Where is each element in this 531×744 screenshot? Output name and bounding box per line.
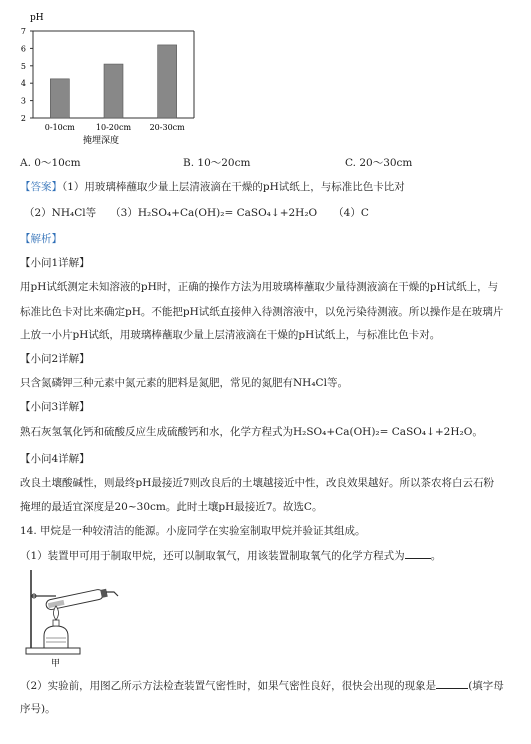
q2-line-1: 只含氮磷钾三种元素中氮元素的肥料是氮肥，常见的氮肥有NH₄Cl等。 <box>20 377 348 389</box>
q14-part2-end: (填字母 <box>468 680 504 692</box>
stand-base <box>26 648 80 654</box>
option-c[interactable]: C. 20～30cm <box>345 157 413 169</box>
x-category-label: 20-30cm <box>149 123 185 132</box>
y-tick-label: 5 <box>20 61 26 71</box>
q14-part1-end: 。 <box>430 550 442 562</box>
q14-stem: 14. 甲烷是一种较清洁的能源。小庞同学在实验室制取甲烷并验证其组成。 <box>20 525 366 537</box>
bar-20-30cm <box>158 45 177 118</box>
q3-line-1: 熟石灰氢氧化钙和硫酸反应生成硫酸钙和水，化学方程式为H₂SO₄+Ca(OH)₂= CaSO₄↓+2H₂O。 <box>20 426 483 438</box>
q14-part2-line-1 <box>20 678 504 693</box>
answer-text-1: （1）用玻璃棒蘸取少量上层清液滴在干燥的pH试纸上，与标准比色卡比对 <box>62 181 405 193</box>
delivery-tube <box>106 592 118 596</box>
answer-blank-2[interactable] <box>436 678 468 689</box>
q1-line-1: 用pH试纸测定未知溶液的pH时，正确的操作方法为用玻璃棒蘸取少量待测液滴在干燥的pH试纸上，与 <box>20 281 499 293</box>
y-tick-label: 3 <box>20 96 26 106</box>
analysis-label: 【解析】 <box>20 233 62 245</box>
q4-title: 【小问4详解】 <box>20 453 90 465</box>
answer-line-1 <box>20 180 405 194</box>
answer-2: （2）NH₄Cl等 <box>24 207 97 219</box>
bar-0-10cm <box>50 79 69 118</box>
q3-title: 【小问3详解】 <box>20 401 90 413</box>
apparatus-jia-figure <box>18 562 138 672</box>
figure-label-jia: 甲 <box>51 659 61 669</box>
answer-3: （3）H₂SO₄+Ca(OH)₂= CaSO₄↓+2H₂O <box>110 207 318 219</box>
answer-4: （4）C <box>333 207 369 219</box>
q14-part2-text: （2）实验前，用图乙所示方法检查装置气密性时，如果气密性良好，很快会出现的现象是 <box>20 680 437 692</box>
q1-title: 【小问1详解】 <box>20 257 90 269</box>
q14-part2-line-2: 序号)。 <box>20 703 56 715</box>
option-a[interactable]: A. 0～10cm <box>20 157 81 169</box>
bar-10-20cm <box>104 64 123 118</box>
q14-part1-text: （1）装置甲可用于制取甲烷，还可以制取氧气，用该装置制取氧气的化学方程式为 <box>20 550 405 562</box>
answer-label: 【答案】 <box>20 181 62 193</box>
q1-line-3: 上放一小片pH试纸，用玻璃棒蘸取少量上层清液滴在干燥的pH试纸上，与标准比色卡对。 <box>20 329 441 341</box>
y-tick-label: 4 <box>20 79 26 89</box>
ph-bar-chart <box>0 0 531 160</box>
x-category-label: 0-10cm <box>44 123 75 132</box>
q4-line-2: 掩埋的最适宜深度是20~30cm。此时土壤pH最接近7。故选C。 <box>20 501 323 513</box>
q2-title: 【小问2详解】 <box>20 353 90 365</box>
q1-line-2: 标准比色卡对比来确定pH。不能把pH试纸直接伸入待测溶液中，以免污染待测液。所以操作是在玻璃片 <box>20 306 504 318</box>
y-axis-label: pH <box>30 13 44 23</box>
test-tube <box>45 588 108 611</box>
q14-part1 <box>20 548 441 563</box>
x-axis-label: 掩埋深度 <box>83 136 120 146</box>
y-tick-label: 2 <box>20 114 26 123</box>
y-tick-label: 6 <box>20 44 26 54</box>
q4-line-1: 改良土壤酸碱性，则最终pH最接近7则改良后的土壤越接近中性，改良效果越好。所以茶农将白云石粉 <box>20 477 495 489</box>
alcohol-lamp <box>44 626 68 648</box>
x-category-label: 10-20cm <box>95 123 132 132</box>
answer-line-2 <box>24 206 369 220</box>
answer-blank-1[interactable] <box>405 548 431 559</box>
y-tick-label: 7 <box>20 27 26 36</box>
option-b[interactable]: B. 10～20cm <box>183 157 251 169</box>
